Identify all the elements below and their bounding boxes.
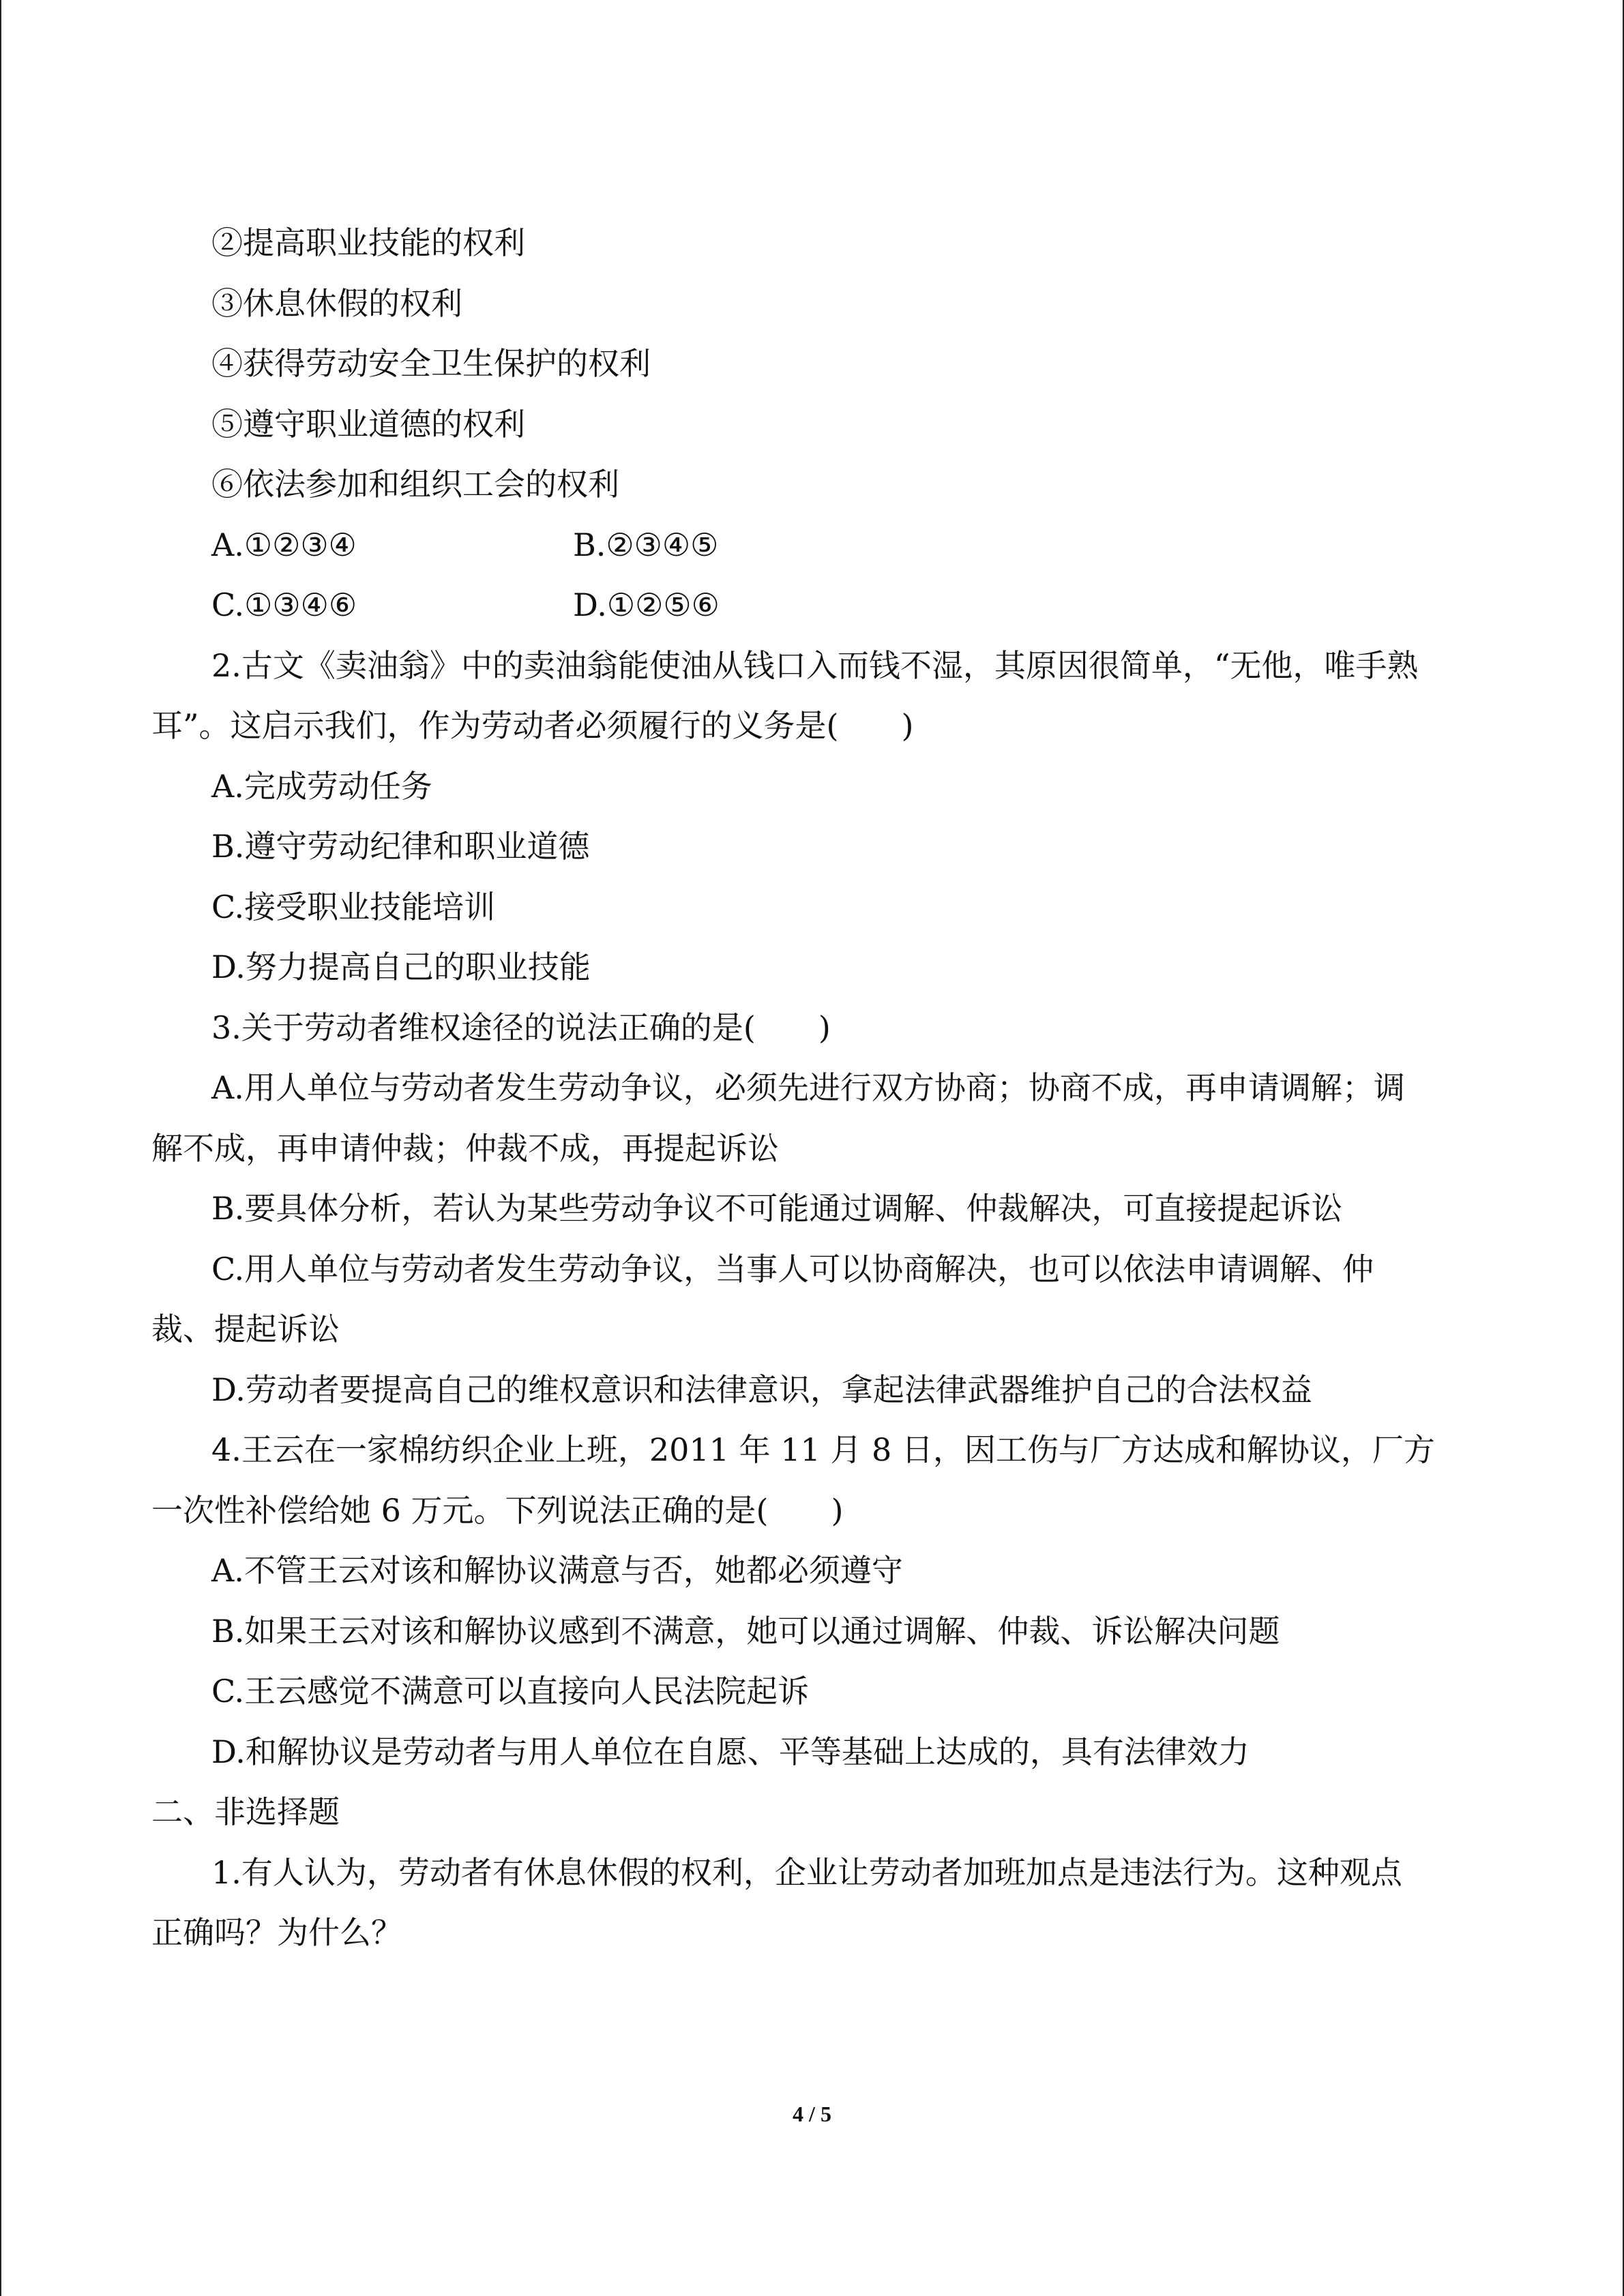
q2-option-b: B.遵守劳动纪律和职业道德 [211,828,590,865]
q4-option-b: B.如果王云对该和解协议感到不满意，她可以通过调解、仲裁、诉讼解决问题 [211,1612,1280,1650]
q2-option-a: A.完成劳动任务 [211,767,432,805]
q4-stem-line1: 4.王云在一家棉纺织企业上班，2011 年 11 月 8 日，因工伤与厂方达成和解协议，厂方 [211,1431,1435,1468]
q1-option-c: C.①③④⑥ [211,586,357,623]
page-number: 4 / 5 [793,2102,831,2126]
q3-option-a-line1: A.用人单位与劳动者发生劳动争议，必须先进行双方协商；协商不成，再申请调解；调 [211,1069,1405,1106]
list-item-6: ⑥依法参加和组织工会的权利 [211,466,619,503]
s2-q1-line1: 1.有人认为，劳动者有休息休假的权利，企业让劳动者加班加点是违法行为。这种观点 [211,1853,1402,1891]
q1-option-d: D.①②⑤⑥ [573,586,720,623]
list-item-5: ⑤遵守职业道德的权利 [211,405,525,443]
q3-option-c-line1: C.用人单位与劳动者发生劳动争议，当事人可以协商解决，也可以依法申请调解、仲 [211,1250,1374,1287]
q3-option-b: B.要具体分析，若认为某些劳动争议不可能通过调解、仲裁解决，可直接提起诉讼 [211,1190,1343,1227]
q3-option-c-line2: 裁、提起诉讼 [151,1311,340,1347]
section-heading: 二、非选择题 [151,1793,340,1830]
q4-option-a: A.不管王云对该和解协议满意与否，她都必须遵守 [211,1552,903,1589]
s2-q1-line2: 正确吗？为什么？ [151,1914,402,1951]
page-left-border [0,0,1,2296]
q2-stem-line1: 2.古文《卖油翁》中的卖油翁能使油从钱口入而钱不湿，其原因很简单，“无他，唯手熟 [211,646,1419,684]
q1-options-row-1 [151,515,1475,576]
list-item-2: ②提高职业技能的权利 [211,224,525,261]
q2-option-d: D.努力提高自己的职业技能 [211,949,591,985]
q2-option-c: C.接受职业技能培训 [211,888,496,925]
q2-stem-line2: 耳”。这启示我们，作为劳动者必须履行的义务是( ) [151,707,914,744]
q4-stem-line2: 一次性补偿给她 6 万元。下列说法正确的是( ) [151,1491,844,1529]
page-content [151,213,1475,1963]
q1-option-a: A.①②③④ [211,526,357,563]
q3-stem: 3.关于劳动者维权途径的说法正确的是( ) [211,1009,831,1046]
q4-option-d: D.和解协议是劳动者与用人单位在自愿、平等基础上达成的，具有法律效力 [211,1733,1250,1770]
q3-option-a-line2: 解不成，再申请仲裁；仲裁不成，再提起诉讼 [151,1129,779,1167]
q1-options-row-2 [151,575,1475,636]
q4-option-c: C.王云感觉不满意可以直接向人民法院起诉 [211,1673,810,1710]
list-item-3: ③休息休假的权利 [211,284,462,322]
q1-option-b: B.②③④⑤ [573,526,719,563]
q3-option-d: D.劳动者要提高自己的维权意识和法律意识，拿起法律武器维护自己的合法权益 [211,1371,1312,1408]
list-item-4: ④获得劳动安全卫生保护的权利 [211,345,651,382]
